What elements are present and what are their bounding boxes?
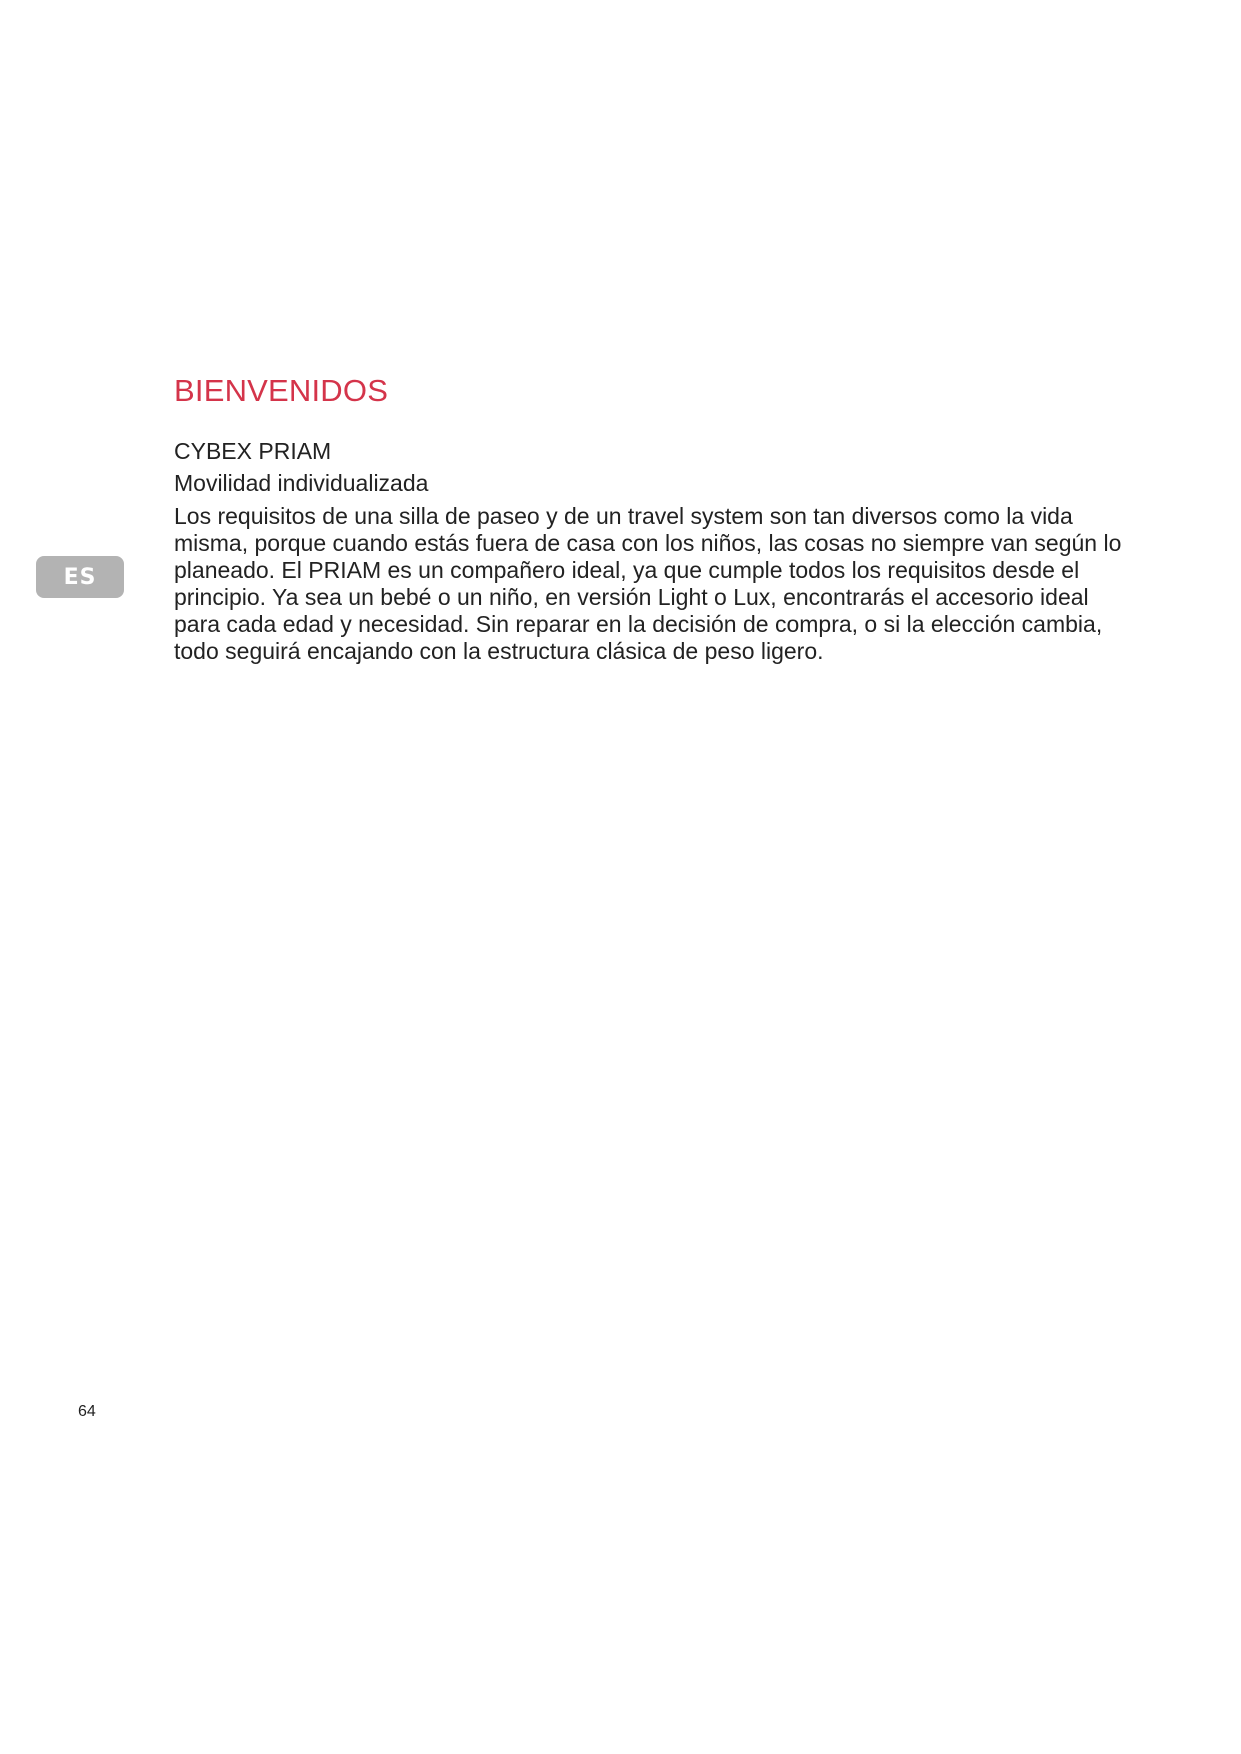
language-tab: ES [36,556,124,598]
section-title: BIENVENIDOS [174,373,389,408]
welcome-section [174,372,1134,665]
section-subtitle: Movilidad individualizada [174,470,429,497]
page-number: 64 [78,1403,96,1420]
body-paragraph: Los requisitos de una silla de paseo y de un travel system son tan diversos como la vida misma, porque cuando estás fuera de casa con los niños, las cosas no siempre van según lo planeado. El PRIAM es un compañero ideal, ya que cumple todos los requisitos desde el principio. Ya sea un bebé o un niño, en versión Light o Lux, encontrarás el accesorio ideal para cada edad y necesidad. Sin reparar en la decisión de compra, o si la elección cambia, todo seguirá encajando con la estructura clásica de peso ligero. [174,503,1122,665]
product-name: CYBEX PRIAM [174,438,332,465]
